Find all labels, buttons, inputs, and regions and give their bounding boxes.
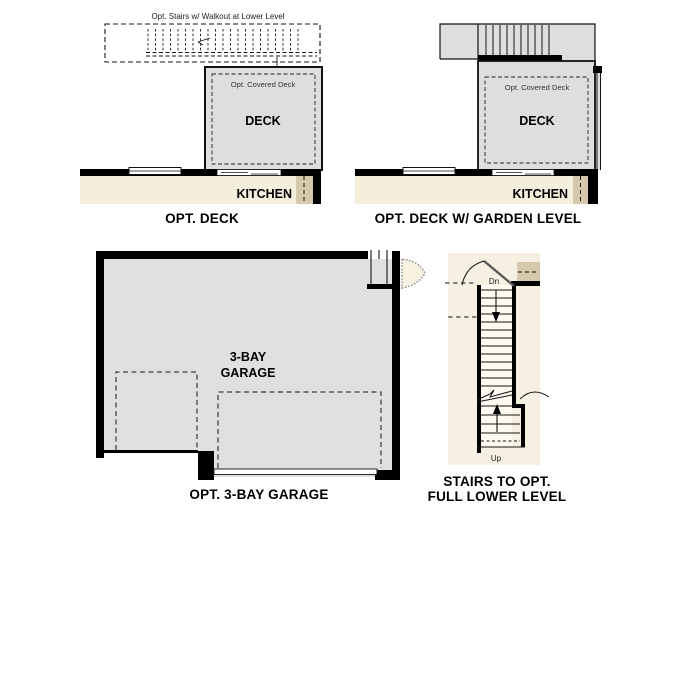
caption-opt-deck: OPT. DECK bbox=[165, 211, 239, 226]
kitchen-right-wall bbox=[313, 169, 321, 204]
stairs-treads bbox=[148, 29, 298, 52]
caption-stairs-2: FULL LOWER LEVEL bbox=[427, 489, 567, 504]
kitchen-strip bbox=[355, 168, 598, 205]
stairwell-right-wall bbox=[512, 285, 516, 408]
caption-garden-deck: OPT. DECK W/ GARDEN LEVEL bbox=[374, 211, 582, 226]
covered-deck-label: Opt. Covered Deck bbox=[230, 80, 296, 89]
garage-room-label-1: 3-BAY bbox=[229, 350, 267, 364]
covered-deck-label: Opt. Covered Deck bbox=[504, 83, 570, 92]
stairs-walkout-note: Opt. Stairs w/ Walkout at Lower Level bbox=[151, 12, 285, 21]
optional-stairs-dashed bbox=[105, 24, 320, 66]
bottom-right-wall bbox=[375, 470, 400, 480]
bottom-step-wall bbox=[198, 451, 214, 480]
deck-label: DECK bbox=[519, 114, 555, 128]
kitchen-label: KITCHEN bbox=[512, 187, 568, 201]
caption-stairs-1: STAIRS TO OPT. bbox=[443, 474, 551, 489]
stairwell-left-wall bbox=[477, 285, 481, 453]
garden-deck-figure bbox=[355, 24, 602, 226]
garage-figure bbox=[96, 250, 425, 502]
lower-right-wall bbox=[521, 408, 525, 447]
right-wall bbox=[392, 251, 400, 480]
down-label: Dn bbox=[488, 277, 500, 286]
stairs-figure bbox=[428, 253, 567, 504]
stairs-stringer-lines bbox=[146, 53, 317, 57]
kitchen-wall bbox=[355, 169, 598, 176]
door-frame-cap bbox=[367, 284, 393, 289]
kitchen-wall bbox=[80, 169, 320, 176]
left-wall bbox=[96, 251, 104, 458]
top-wall bbox=[96, 251, 368, 259]
kitchen-label: KITCHEN bbox=[236, 187, 292, 201]
up-label: Up bbox=[490, 454, 502, 463]
deck-label: DECK bbox=[245, 114, 281, 128]
garage-room-label-2: GARAGE bbox=[220, 366, 276, 380]
caption-garage: OPT. 3-BAY GARAGE bbox=[189, 487, 329, 502]
kitchen-strip bbox=[80, 168, 321, 205]
door-opening bbox=[368, 251, 392, 259]
opt-deck-figure bbox=[80, 12, 322, 226]
left-bay-door-header bbox=[101, 450, 198, 453]
garage-door-right bbox=[214, 469, 377, 475]
kitchen-right-wall bbox=[588, 169, 598, 204]
deck-area bbox=[205, 67, 322, 170]
door-swing bbox=[402, 259, 425, 288]
